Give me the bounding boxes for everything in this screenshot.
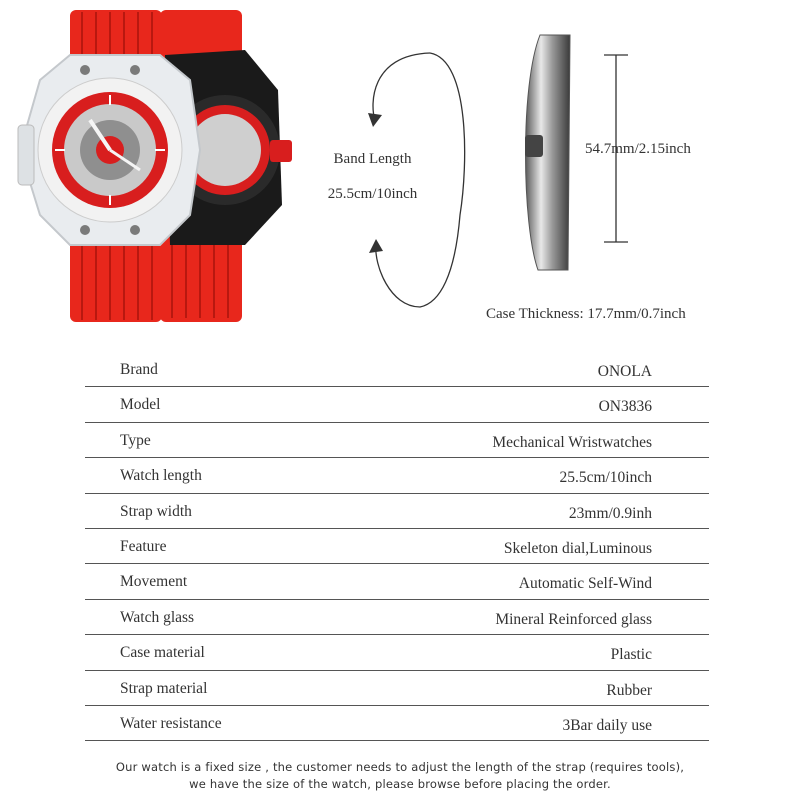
spec-value: 25.5cm/10inch xyxy=(559,469,652,487)
table-row xyxy=(85,706,709,741)
table-row xyxy=(85,529,709,564)
spec-value: Mineral Reinforced glass xyxy=(495,610,652,628)
spec-value: Rubber xyxy=(606,681,652,699)
crown-icon xyxy=(270,140,292,162)
band-length-label: Band Length xyxy=(333,151,412,167)
watch-product-image xyxy=(0,0,310,330)
table-row xyxy=(85,600,709,635)
spec-label: Strap width xyxy=(120,502,192,520)
table-row xyxy=(85,635,709,670)
spec-label: Movement xyxy=(120,573,188,591)
spec-label: Brand xyxy=(120,361,158,378)
spec-value: 3Bar daily use xyxy=(562,716,652,734)
table-row xyxy=(85,564,709,599)
spec-label: Type xyxy=(120,431,151,449)
band-length-value: 25.5cm/10inch xyxy=(327,186,418,202)
spec-table xyxy=(85,352,709,741)
spec-label: Model xyxy=(120,396,161,414)
table-row xyxy=(85,671,709,706)
arrow-down-icon xyxy=(369,239,383,253)
case-thickness: Case Thickness: 17.7mm/0.7inch xyxy=(486,306,686,322)
footer-note-line-1: Our watch is a fixed size , the customer needs to adjust the length of the strap (requires tools), xyxy=(115,760,685,774)
table-row xyxy=(85,458,709,493)
table-row xyxy=(85,352,709,387)
spec-value: Skeleton dial,Luminous xyxy=(503,539,652,557)
spec-value: ONOLA xyxy=(597,363,652,380)
spec-value: Plastic xyxy=(610,646,652,664)
spec-label: Water resistance xyxy=(120,714,222,732)
case-diameter: 54.7mm/2.15inch xyxy=(585,141,691,157)
table-row xyxy=(85,494,709,529)
spec-label: Case material xyxy=(120,644,205,662)
spec-label: Watch length xyxy=(120,467,202,485)
spec-value: 23mm/0.9inh xyxy=(568,504,652,522)
spec-value: Automatic Self-Wind xyxy=(518,575,652,593)
band-length-arrows xyxy=(360,45,480,315)
spec-value: Mechanical Wristwatches xyxy=(492,433,652,451)
crown-side-icon xyxy=(525,135,543,157)
spec-value: ON3836 xyxy=(598,398,652,416)
spec-label: Strap material xyxy=(120,679,208,697)
spec-label: Feature xyxy=(120,537,167,555)
table-row xyxy=(85,423,709,458)
arrow-up-icon xyxy=(368,113,382,127)
table-row xyxy=(85,387,709,422)
footer-note-line-2: we have the size of the watch, please browse before placing the order. xyxy=(189,777,611,791)
spec-label: Watch glass xyxy=(120,608,195,626)
